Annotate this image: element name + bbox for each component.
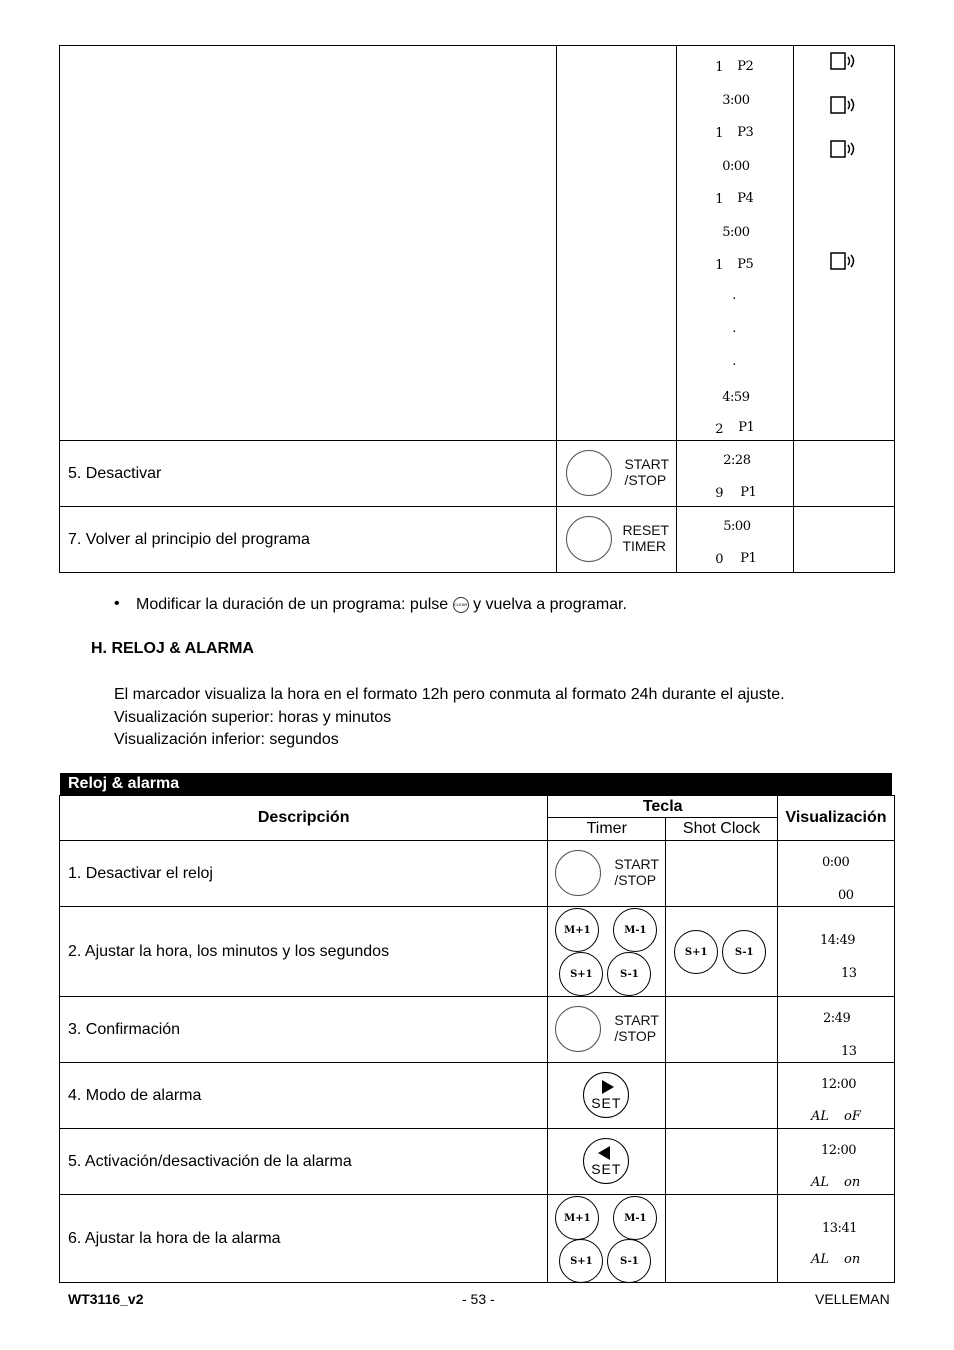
triangle-right-icon bbox=[601, 1079, 615, 1095]
display-bottom-a: AL bbox=[811, 1175, 830, 1190]
display-bottom: 00 bbox=[838, 888, 854, 903]
display-top: 13:41 bbox=[822, 1221, 857, 1236]
m-minus-1-button[interactable]: M-1 bbox=[613, 1196, 657, 1240]
display-bottom-a: AL bbox=[811, 1109, 830, 1124]
prog-line: 3:00 bbox=[722, 93, 750, 108]
bullet-text-before: Modificar la duración de un programa: pulse bbox=[136, 596, 449, 613]
display-bottom-b: oF bbox=[844, 1109, 861, 1124]
row-desc: 4. Modo de alarma bbox=[60, 1063, 548, 1129]
header-description: Descripción bbox=[60, 796, 548, 841]
timer-key-cell bbox=[548, 1129, 666, 1195]
display-cell bbox=[778, 1129, 895, 1195]
s-plus-1-button[interactable]: S+1 bbox=[559, 952, 603, 996]
prog-line: P4 bbox=[737, 191, 754, 206]
display-bottom-a: 9 bbox=[715, 486, 724, 501]
header-display: Visualización bbox=[778, 796, 895, 841]
display-top: 0:00 bbox=[822, 855, 850, 870]
display-cell bbox=[778, 1063, 895, 1129]
start-stop-button[interactable] bbox=[555, 1006, 601, 1052]
header-key: Tecla bbox=[548, 796, 778, 818]
display-top: 14:49 bbox=[820, 933, 855, 948]
display-bottom-a: 0 bbox=[715, 552, 724, 567]
footer-model: WT3116_v2 bbox=[68, 1291, 144, 1307]
shot-clock-key-cell bbox=[666, 907, 778, 997]
header-shot-clock: Shot Clock bbox=[666, 818, 778, 841]
shot-clock-key-cell bbox=[666, 1195, 778, 1283]
m-plus-1-button[interactable]: M+1 bbox=[555, 908, 599, 952]
paragraph-line: Visualización superior: horas y minutos bbox=[114, 708, 392, 726]
description-paragraph bbox=[114, 684, 785, 752]
shot-clock-key-cell bbox=[666, 1129, 778, 1195]
set-label: SET bbox=[591, 1095, 622, 1111]
display-top: 12:00 bbox=[821, 1077, 856, 1092]
empty-cell bbox=[794, 441, 895, 507]
row-desc: 1. Desactivar el reloj bbox=[60, 841, 548, 907]
display-bottom-b: on bbox=[844, 1252, 861, 1267]
start-stop-button[interactable] bbox=[566, 450, 612, 496]
prog-line: P2 bbox=[737, 59, 754, 74]
footer-page-number: - 53 - bbox=[462, 1291, 495, 1307]
speaker-icon bbox=[830, 95, 858, 115]
display-top: 12:00 bbox=[821, 1143, 856, 1158]
speaker-icon bbox=[830, 251, 858, 271]
row-desc: 5. Desactivar bbox=[60, 441, 557, 507]
shot-s-minus-1-button[interactable]: S-1 bbox=[722, 930, 766, 974]
bullet-text-after: y vuelva a programar. bbox=[473, 596, 627, 613]
prog-line: 0:00 bbox=[722, 159, 750, 174]
prog-line: 4:59 bbox=[722, 390, 750, 405]
empty-key-cell bbox=[557, 46, 677, 441]
display-bottom-b: P1 bbox=[740, 485, 757, 500]
display-top: 2:28 bbox=[723, 453, 751, 468]
display-bottom-a: AL bbox=[811, 1252, 830, 1267]
display-cell bbox=[778, 841, 895, 907]
bullet-item bbox=[136, 596, 627, 614]
prog-line: 1 bbox=[715, 192, 724, 207]
reset-timer-label: RESET TIMER bbox=[622, 522, 670, 554]
timer-key-cell bbox=[548, 841, 666, 907]
prog-line: 1 bbox=[715, 60, 724, 75]
header-timer: Timer bbox=[548, 818, 666, 841]
speaker-icon bbox=[830, 139, 858, 159]
timer-key-cell bbox=[548, 1063, 666, 1129]
prog-dot: . bbox=[732, 288, 736, 303]
clear-icon: CLEAR bbox=[453, 597, 469, 613]
timer-key-cell bbox=[548, 907, 666, 997]
start-stop-key-cell bbox=[557, 441, 677, 507]
start-stop-label: START /STOP bbox=[624, 456, 670, 488]
display-cell bbox=[677, 507, 794, 573]
row-desc: 2. Ajustar la hora, los minutos y los segundos bbox=[60, 907, 548, 997]
section-heading: H. RELOJ & ALARMA bbox=[91, 640, 254, 657]
prog-line: 1 bbox=[715, 258, 724, 273]
paragraph-line: El marcador visualiza la hora en el formato 12h pero conmuta al formato 24h durante el ajuste. bbox=[114, 686, 785, 703]
shot-clock-key-cell bbox=[666, 1063, 778, 1129]
prog-line: P3 bbox=[737, 125, 754, 140]
prog-line: 1 bbox=[715, 126, 724, 141]
prog-dot: . bbox=[732, 321, 736, 336]
prog-line: 2 bbox=[715, 422, 724, 437]
triangle-left-icon bbox=[597, 1145, 611, 1161]
display-cell bbox=[778, 907, 895, 997]
s-plus-1-button[interactable]: S+1 bbox=[559, 1239, 603, 1283]
shot-clock-key-cell bbox=[666, 841, 778, 907]
empty-cell bbox=[794, 507, 895, 573]
program-display-cell bbox=[677, 46, 794, 441]
table-title-bar: Reloj & alarma bbox=[60, 773, 892, 795]
reset-timer-button[interactable] bbox=[566, 516, 612, 562]
set-label: SET bbox=[591, 1161, 622, 1177]
reset-timer-key-cell bbox=[557, 507, 677, 573]
footer-brand: VELLEMAN bbox=[815, 1291, 890, 1307]
program-table bbox=[59, 45, 895, 573]
display-top: 5:00 bbox=[723, 519, 751, 534]
row-desc: 6. Ajustar la hora de la alarma bbox=[60, 1195, 548, 1283]
m-minus-1-button[interactable]: M-1 bbox=[613, 908, 657, 952]
row-desc: 3. Confirmación bbox=[60, 997, 548, 1063]
set-left-button[interactable] bbox=[583, 1138, 629, 1184]
start-stop-label: START /STOP bbox=[614, 1012, 659, 1044]
shot-s-plus-1-button[interactable]: S+1 bbox=[674, 930, 718, 974]
display-bottom-b: on bbox=[844, 1175, 861, 1190]
timer-key-cell bbox=[548, 1195, 666, 1283]
start-stop-label: START /STOP bbox=[614, 856, 659, 888]
empty-desc-cell bbox=[60, 46, 557, 441]
clock-table bbox=[59, 795, 895, 1283]
prog-line: P1 bbox=[738, 420, 755, 435]
display-top: 2:49 bbox=[823, 1011, 851, 1026]
s-minus-1-button[interactable]: S-1 bbox=[607, 1239, 651, 1283]
paragraph-line: Visualización inferior: segundos bbox=[114, 731, 339, 748]
speaker-icon bbox=[830, 51, 858, 71]
display-bottom: 13 bbox=[841, 966, 857, 981]
display-bottom: 13 bbox=[841, 1044, 857, 1059]
s-minus-1-button[interactable]: S-1 bbox=[607, 952, 651, 996]
row-desc: 7. Volver al principio del programa bbox=[60, 507, 557, 573]
prog-line: P5 bbox=[737, 257, 754, 272]
display-cell bbox=[677, 441, 794, 507]
shot-clock-key-cell bbox=[666, 997, 778, 1063]
timer-key-cell bbox=[548, 997, 666, 1063]
m-plus-1-button[interactable]: M+1 bbox=[555, 1196, 599, 1240]
prog-dot: . bbox=[732, 354, 736, 369]
start-stop-button[interactable] bbox=[555, 850, 601, 896]
display-cell bbox=[778, 997, 895, 1063]
bullet-dot: • bbox=[114, 595, 120, 612]
buzzer-cell bbox=[794, 46, 895, 441]
row-desc: 5. Activación/desactivación de la alarma bbox=[60, 1129, 548, 1195]
display-bottom-b: P1 bbox=[740, 551, 757, 566]
set-right-button[interactable] bbox=[583, 1072, 629, 1118]
display-cell bbox=[778, 1195, 895, 1283]
prog-line: 5:00 bbox=[722, 225, 750, 240]
